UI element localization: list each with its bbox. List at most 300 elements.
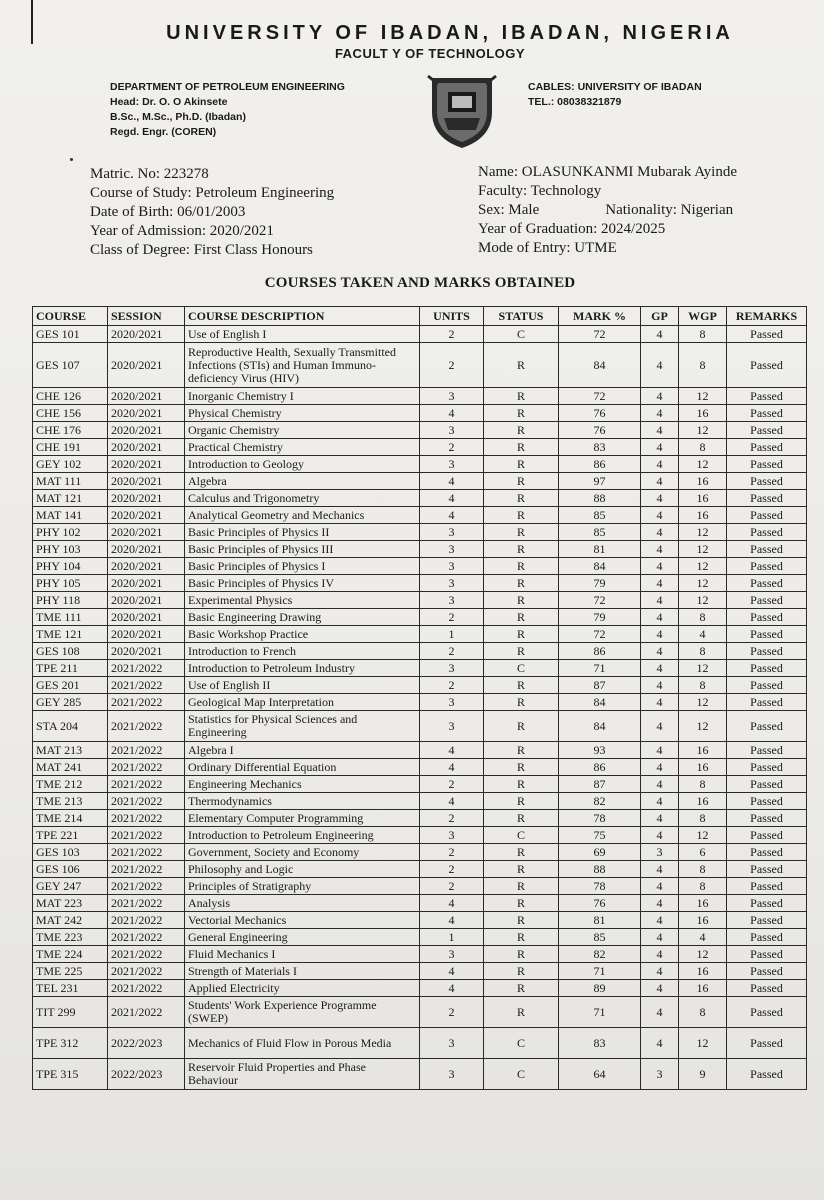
cell-course: TME 213 bbox=[33, 793, 108, 810]
cell-status: R bbox=[484, 677, 559, 694]
cell-course: GES 107 bbox=[33, 343, 108, 388]
department-block bbox=[110, 80, 345, 140]
cell-mark: 75 bbox=[559, 827, 641, 844]
cell-course: GES 106 bbox=[33, 861, 108, 878]
cell-gp: 4 bbox=[641, 861, 679, 878]
cell-course: MAT 242 bbox=[33, 912, 108, 929]
cell-wgp: 16 bbox=[679, 507, 727, 524]
cell-units: 3 bbox=[420, 456, 484, 473]
cell-status: R bbox=[484, 997, 559, 1028]
cell-mark: 64 bbox=[559, 1059, 641, 1090]
table-row bbox=[33, 524, 807, 541]
cell-mark: 71 bbox=[559, 997, 641, 1028]
table-row bbox=[33, 388, 807, 405]
cell-description: Principles of Stratigraphy bbox=[185, 878, 420, 895]
table-row bbox=[33, 473, 807, 490]
cell-gp: 4 bbox=[641, 793, 679, 810]
cell-course: TPE 221 bbox=[33, 827, 108, 844]
cell-course: TME 212 bbox=[33, 776, 108, 793]
cell-remarks: Passed bbox=[727, 861, 807, 878]
cell-course: TME 224 bbox=[33, 946, 108, 963]
cell-session: 2021/2022 bbox=[108, 660, 185, 677]
cell-mark: 84 bbox=[559, 343, 641, 388]
contact-block bbox=[528, 80, 702, 110]
cell-course: PHY 118 bbox=[33, 592, 108, 609]
table-row bbox=[33, 827, 807, 844]
cell-gp: 3 bbox=[641, 844, 679, 861]
cell-course: CHE 156 bbox=[33, 405, 108, 422]
cell-units: 2 bbox=[420, 343, 484, 388]
student-sex: Sex: Male bbox=[478, 202, 540, 218]
cell-course: TME 225 bbox=[33, 963, 108, 980]
cell-session: 2020/2021 bbox=[108, 405, 185, 422]
col-mark: MARK % bbox=[559, 307, 641, 326]
cell-units: 3 bbox=[420, 524, 484, 541]
cell-gp: 4 bbox=[641, 575, 679, 592]
table-row bbox=[33, 405, 807, 422]
cell-status: R bbox=[484, 694, 559, 711]
cell-description: Thermodynamics bbox=[185, 793, 420, 810]
cell-course: CHE 191 bbox=[33, 439, 108, 456]
cell-units: 3 bbox=[420, 592, 484, 609]
year-of-graduation: Year of Graduation: 2024/2025 bbox=[478, 221, 666, 237]
cell-status: C bbox=[484, 660, 559, 677]
cell-gp: 4 bbox=[641, 694, 679, 711]
cell-status: R bbox=[484, 895, 559, 912]
cell-course: MAT 111 bbox=[33, 473, 108, 490]
cell-status: R bbox=[484, 643, 559, 660]
cell-description: Strength of Materials I bbox=[185, 963, 420, 980]
cell-description: Analytical Geometry and Mechanics bbox=[185, 507, 420, 524]
col-gp: GP bbox=[641, 307, 679, 326]
cell-remarks: Passed bbox=[727, 439, 807, 456]
marks-table bbox=[32, 306, 807, 1090]
cell-mark: 78 bbox=[559, 810, 641, 827]
cell-session: 2021/2022 bbox=[108, 895, 185, 912]
cell-gp: 3 bbox=[641, 1059, 679, 1090]
cell-wgp: 16 bbox=[679, 895, 727, 912]
cell-course: TEL 231 bbox=[33, 980, 108, 997]
cell-course: PHY 104 bbox=[33, 558, 108, 575]
cell-description: Organic Chemistry bbox=[185, 422, 420, 439]
cell-mark: 84 bbox=[559, 711, 641, 742]
course-of-study: Course of Study: Petroleum Engineering bbox=[90, 185, 335, 201]
cell-session: 2021/2022 bbox=[108, 929, 185, 946]
cell-remarks: Passed bbox=[727, 343, 807, 388]
cell-description: Basic Workshop Practice bbox=[185, 626, 420, 643]
cell-units: 2 bbox=[420, 861, 484, 878]
col-course: COURSE bbox=[33, 307, 108, 326]
cell-session: 2021/2022 bbox=[108, 742, 185, 759]
cell-mark: 83 bbox=[559, 1028, 641, 1059]
col-remarks: REMARKS bbox=[727, 307, 807, 326]
cell-units: 3 bbox=[420, 575, 484, 592]
table-row bbox=[33, 626, 807, 643]
cell-session: 2020/2021 bbox=[108, 524, 185, 541]
cell-description: Geological Map Interpretation bbox=[185, 694, 420, 711]
cell-course: GEY 247 bbox=[33, 878, 108, 895]
cell-description: Vectorial Mechanics bbox=[185, 912, 420, 929]
cell-mark: 86 bbox=[559, 759, 641, 776]
cell-gp: 4 bbox=[641, 912, 679, 929]
cell-course: GES 101 bbox=[33, 326, 108, 343]
cell-units: 3 bbox=[420, 558, 484, 575]
cell-remarks: Passed bbox=[727, 1028, 807, 1059]
cell-mark: 85 bbox=[559, 524, 641, 541]
cell-units: 2 bbox=[420, 844, 484, 861]
cell-status: R bbox=[484, 861, 559, 878]
cell-units: 3 bbox=[420, 711, 484, 742]
cell-description: Statistics for Physical Sciences and Engineering bbox=[185, 711, 420, 742]
cell-status: R bbox=[484, 912, 559, 929]
cell-status: R bbox=[484, 759, 559, 776]
table-row bbox=[33, 1028, 807, 1059]
cell-mark: 84 bbox=[559, 558, 641, 575]
cell-mark: 88 bbox=[559, 861, 641, 878]
col-status: STATUS bbox=[484, 307, 559, 326]
cell-remarks: Passed bbox=[727, 980, 807, 997]
cell-session: 2020/2021 bbox=[108, 626, 185, 643]
cell-session: 2020/2021 bbox=[108, 422, 185, 439]
col-description: COURSE DESCRIPTION bbox=[185, 307, 420, 326]
cell-status: R bbox=[484, 507, 559, 524]
cell-session: 2021/2022 bbox=[108, 997, 185, 1028]
cell-course: CHE 176 bbox=[33, 422, 108, 439]
cell-description: Experimental Physics bbox=[185, 592, 420, 609]
table-row bbox=[33, 677, 807, 694]
cell-remarks: Passed bbox=[727, 912, 807, 929]
department-name: DEPARTMENT OF PETROLEUM ENGINEERING bbox=[110, 81, 345, 93]
cables-address: CABLES: UNIVERSITY OF IBADAN bbox=[528, 81, 702, 93]
cell-gp: 4 bbox=[641, 626, 679, 643]
cell-session: 2020/2021 bbox=[108, 592, 185, 609]
cell-status: R bbox=[484, 524, 559, 541]
cell-wgp: 16 bbox=[679, 405, 727, 422]
table-row bbox=[33, 456, 807, 473]
cell-units: 4 bbox=[420, 980, 484, 997]
cell-units: 4 bbox=[420, 742, 484, 759]
cell-remarks: Passed bbox=[727, 422, 807, 439]
cell-units: 4 bbox=[420, 963, 484, 980]
cell-description: Inorganic Chemistry I bbox=[185, 388, 420, 405]
table-row bbox=[33, 439, 807, 456]
cell-gp: 4 bbox=[641, 963, 679, 980]
cell-wgp: 8 bbox=[679, 609, 727, 626]
cell-description: Applied Electricity bbox=[185, 980, 420, 997]
cell-gp: 4 bbox=[641, 405, 679, 422]
cell-mark: 89 bbox=[559, 980, 641, 997]
cell-session: 2020/2021 bbox=[108, 643, 185, 660]
table-row bbox=[33, 422, 807, 439]
cell-units: 4 bbox=[420, 507, 484, 524]
cell-wgp: 12 bbox=[679, 711, 727, 742]
cell-remarks: Passed bbox=[727, 643, 807, 660]
cell-remarks: Passed bbox=[727, 946, 807, 963]
cell-description: Introduction to Petroleum Engineering bbox=[185, 827, 420, 844]
cell-wgp: 16 bbox=[679, 980, 727, 997]
cell-remarks: Passed bbox=[727, 677, 807, 694]
cell-wgp: 12 bbox=[679, 524, 727, 541]
cell-session: 2020/2021 bbox=[108, 326, 185, 343]
cell-gp: 4 bbox=[641, 507, 679, 524]
cell-mark: 76 bbox=[559, 422, 641, 439]
cell-description: Students' Work Experience Programme (SWEP) bbox=[185, 997, 420, 1028]
table-row bbox=[33, 861, 807, 878]
table-row bbox=[33, 1059, 807, 1090]
cell-description: Algebra I bbox=[185, 742, 420, 759]
cell-units: 1 bbox=[420, 626, 484, 643]
cell-session: 2021/2022 bbox=[108, 776, 185, 793]
cell-session: 2020/2021 bbox=[108, 609, 185, 626]
cell-units: 3 bbox=[420, 827, 484, 844]
table-row bbox=[33, 609, 807, 626]
cell-remarks: Passed bbox=[727, 759, 807, 776]
cell-course: TPE 211 bbox=[33, 660, 108, 677]
cell-wgp: 4 bbox=[679, 626, 727, 643]
cell-course: STA 204 bbox=[33, 711, 108, 742]
cell-wgp: 16 bbox=[679, 490, 727, 507]
cell-status: R bbox=[484, 844, 559, 861]
cell-remarks: Passed bbox=[727, 810, 807, 827]
table-row bbox=[33, 643, 807, 660]
stray-dot bbox=[70, 158, 73, 161]
cell-session: 2020/2021 bbox=[108, 456, 185, 473]
cell-mark: 86 bbox=[559, 456, 641, 473]
cell-session: 2022/2023 bbox=[108, 1028, 185, 1059]
table-header-row bbox=[33, 307, 807, 326]
cell-course: MAT 241 bbox=[33, 759, 108, 776]
cell-status: R bbox=[484, 575, 559, 592]
cell-wgp: 12 bbox=[679, 694, 727, 711]
cell-gp: 4 bbox=[641, 592, 679, 609]
table-row bbox=[33, 711, 807, 742]
cell-session: 2021/2022 bbox=[108, 793, 185, 810]
marks-table-body bbox=[33, 326, 807, 1090]
table-heading: COURSES TAKEN AND MARKS OBTAINED bbox=[264, 275, 576, 291]
cell-units: 4 bbox=[420, 405, 484, 422]
cell-mark: 82 bbox=[559, 946, 641, 963]
cell-wgp: 16 bbox=[679, 793, 727, 810]
cell-session: 2021/2022 bbox=[108, 827, 185, 844]
cell-description: Analysis bbox=[185, 895, 420, 912]
head-registration: Regd. Engr. (COREN) bbox=[110, 126, 217, 138]
cell-units: 3 bbox=[420, 541, 484, 558]
cell-course: MAT 223 bbox=[33, 895, 108, 912]
cell-gp: 4 bbox=[641, 980, 679, 997]
cell-gp: 4 bbox=[641, 878, 679, 895]
cell-units: 3 bbox=[420, 694, 484, 711]
cell-description: Introduction to Petroleum Industry bbox=[185, 660, 420, 677]
cell-gp: 4 bbox=[641, 439, 679, 456]
cell-session: 2021/2022 bbox=[108, 810, 185, 827]
cell-gp: 4 bbox=[641, 997, 679, 1028]
cell-session: 2020/2021 bbox=[108, 388, 185, 405]
cell-remarks: Passed bbox=[727, 490, 807, 507]
cell-mark: 87 bbox=[559, 776, 641, 793]
cell-course: PHY 103 bbox=[33, 541, 108, 558]
cell-wgp: 12 bbox=[679, 456, 727, 473]
date-of-birth: Date of Birth: 06/01/2003 bbox=[90, 204, 246, 220]
cell-gp: 4 bbox=[641, 677, 679, 694]
cell-remarks: Passed bbox=[727, 711, 807, 742]
table-row bbox=[33, 980, 807, 997]
cell-units: 1 bbox=[420, 929, 484, 946]
cell-units: 4 bbox=[420, 473, 484, 490]
cell-status: R bbox=[484, 343, 559, 388]
cell-description: Reservoir Fluid Properties and Phase Behaviour bbox=[185, 1059, 420, 1090]
cell-units: 2 bbox=[420, 677, 484, 694]
cell-units: 2 bbox=[420, 326, 484, 343]
cell-gp: 4 bbox=[641, 541, 679, 558]
cell-gp: 4 bbox=[641, 422, 679, 439]
cell-gp: 4 bbox=[641, 456, 679, 473]
table-row bbox=[33, 929, 807, 946]
cell-gp: 4 bbox=[641, 742, 679, 759]
cell-units: 4 bbox=[420, 490, 484, 507]
cell-session: 2020/2021 bbox=[108, 343, 185, 388]
cell-wgp: 16 bbox=[679, 963, 727, 980]
cell-wgp: 12 bbox=[679, 827, 727, 844]
cell-course: GES 201 bbox=[33, 677, 108, 694]
cell-mark: 85 bbox=[559, 507, 641, 524]
cell-units: 3 bbox=[420, 1028, 484, 1059]
cell-gp: 4 bbox=[641, 946, 679, 963]
cell-description: Basic Principles of Physics I bbox=[185, 558, 420, 575]
cell-course: GES 108 bbox=[33, 643, 108, 660]
page-edge-mark bbox=[31, 0, 33, 44]
cell-units: 4 bbox=[420, 895, 484, 912]
sex-nationality-row bbox=[478, 201, 737, 220]
cell-session: 2020/2021 bbox=[108, 541, 185, 558]
cell-status: R bbox=[484, 793, 559, 810]
table-row bbox=[33, 541, 807, 558]
cell-mark: 76 bbox=[559, 405, 641, 422]
telephone-number: TEL.: 08038321879 bbox=[528, 96, 622, 108]
cell-mark: 81 bbox=[559, 541, 641, 558]
cell-mark: 81 bbox=[559, 912, 641, 929]
cell-units: 2 bbox=[420, 997, 484, 1028]
cell-remarks: Passed bbox=[727, 929, 807, 946]
cell-gp: 4 bbox=[641, 895, 679, 912]
cell-remarks: Passed bbox=[727, 388, 807, 405]
cell-status: R bbox=[484, 592, 559, 609]
table-row bbox=[33, 844, 807, 861]
cell-status: R bbox=[484, 878, 559, 895]
cell-gp: 4 bbox=[641, 558, 679, 575]
cell-units: 2 bbox=[420, 643, 484, 660]
cell-mark: 79 bbox=[559, 609, 641, 626]
cell-session: 2020/2021 bbox=[108, 558, 185, 575]
cell-wgp: 8 bbox=[679, 810, 727, 827]
cell-session: 2021/2022 bbox=[108, 946, 185, 963]
cell-units: 3 bbox=[420, 1059, 484, 1090]
cell-units: 3 bbox=[420, 388, 484, 405]
cell-mark: 87 bbox=[559, 677, 641, 694]
table-row bbox=[33, 878, 807, 895]
cell-description: Reproductive Health, Sexually Transmitted Infections (STIs) and Human Immuno-deficiency Virus (HIV) bbox=[185, 343, 420, 388]
cell-gp: 4 bbox=[641, 643, 679, 660]
table-row bbox=[33, 895, 807, 912]
col-units: UNITS bbox=[420, 307, 484, 326]
cell-gp: 4 bbox=[641, 473, 679, 490]
university-name: UNIVERSITY OF IBADAN, IBADAN, NIGERIA bbox=[166, 22, 734, 44]
cell-status: R bbox=[484, 626, 559, 643]
cell-mark: 84 bbox=[559, 694, 641, 711]
cell-wgp: 8 bbox=[679, 643, 727, 660]
cell-status: R bbox=[484, 776, 559, 793]
cell-wgp: 9 bbox=[679, 1059, 727, 1090]
cell-mark: 72 bbox=[559, 326, 641, 343]
cell-course: TME 214 bbox=[33, 810, 108, 827]
table-row bbox=[33, 742, 807, 759]
class-of-degree: Class of Degree: First Class Honours bbox=[90, 242, 313, 258]
cell-gp: 4 bbox=[641, 490, 679, 507]
student-info-right bbox=[478, 163, 737, 258]
university-crest-icon bbox=[426, 72, 498, 150]
cell-gp: 4 bbox=[641, 776, 679, 793]
cell-remarks: Passed bbox=[727, 660, 807, 677]
table-row bbox=[33, 912, 807, 929]
cell-wgp: 12 bbox=[679, 592, 727, 609]
table-row bbox=[33, 343, 807, 388]
cell-remarks: Passed bbox=[727, 776, 807, 793]
cell-units: 2 bbox=[420, 810, 484, 827]
head-of-department: Head: Dr. O. O Akinsete bbox=[110, 96, 228, 108]
cell-units: 4 bbox=[420, 759, 484, 776]
cell-mark: 82 bbox=[559, 793, 641, 810]
cell-description: Use of English I bbox=[185, 326, 420, 343]
table-row bbox=[33, 776, 807, 793]
table-row bbox=[33, 946, 807, 963]
cell-status: R bbox=[484, 456, 559, 473]
cell-wgp: 6 bbox=[679, 844, 727, 861]
cell-gp: 4 bbox=[641, 711, 679, 742]
cell-gp: 4 bbox=[641, 929, 679, 946]
cell-wgp: 12 bbox=[679, 422, 727, 439]
cell-mark: 72 bbox=[559, 626, 641, 643]
cell-mark: 76 bbox=[559, 895, 641, 912]
cell-description: Practical Chemistry bbox=[185, 439, 420, 456]
cell-mark: 69 bbox=[559, 844, 641, 861]
cell-session: 2021/2022 bbox=[108, 694, 185, 711]
cell-remarks: Passed bbox=[727, 609, 807, 626]
cell-remarks: Passed bbox=[727, 963, 807, 980]
cell-gp: 4 bbox=[641, 524, 679, 541]
cell-course: TPE 315 bbox=[33, 1059, 108, 1090]
table-row bbox=[33, 592, 807, 609]
cell-wgp: 12 bbox=[679, 1028, 727, 1059]
student-name: Name: OLASUNKANMI Mubarak Ayinde bbox=[478, 164, 737, 180]
cell-remarks: Passed bbox=[727, 844, 807, 861]
mode-of-entry: Mode of Entry: UTME bbox=[478, 240, 617, 256]
cell-description: Philosophy and Logic bbox=[185, 861, 420, 878]
cell-session: 2020/2021 bbox=[108, 575, 185, 592]
cell-course: TME 121 bbox=[33, 626, 108, 643]
cell-gp: 4 bbox=[641, 388, 679, 405]
cell-wgp: 8 bbox=[679, 326, 727, 343]
cell-wgp: 8 bbox=[679, 439, 727, 456]
cell-session: 2021/2022 bbox=[108, 759, 185, 776]
student-faculty: Faculty: Technology bbox=[478, 183, 602, 199]
cell-description: Elementary Computer Programming bbox=[185, 810, 420, 827]
table-row bbox=[33, 558, 807, 575]
cell-remarks: Passed bbox=[727, 827, 807, 844]
cell-session: 2020/2021 bbox=[108, 507, 185, 524]
cell-status: R bbox=[484, 388, 559, 405]
cell-gp: 4 bbox=[641, 759, 679, 776]
cell-status: R bbox=[484, 473, 559, 490]
cell-status: R bbox=[484, 963, 559, 980]
